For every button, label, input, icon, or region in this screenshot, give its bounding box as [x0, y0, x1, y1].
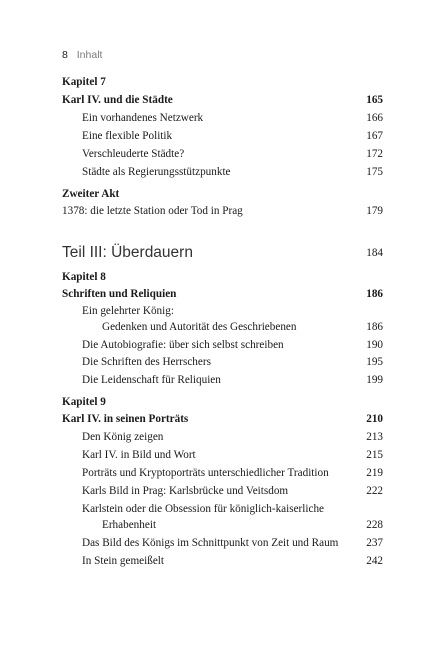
running-header — [62, 49, 102, 61]
toc-page: 8 Inhalt Kapitel 7 Karl IV. und die Städte 165 Ein vorhandenes Netzwerk 166 Eine flexible Politik 167 Verschleuderte Städte? 172 Städte als Regierungsstützpunkte 175 Zweiter Akt 1378: die letzte Station oder Tod in Prag 179 Teil III: Überdauern 184 Kapitel 8 Schriften und Reliquien 186 Ein gelehrter König: Gedenken und Autorität des Geschriebenen 186 Die Autobiografie: über sich selbst schreiben 190 Die Schriften des Herrschers 195 Die Leidenschaft für Reliquien 199 Kapitel 9 Karl IV. in seinen Porträts 210 Den König zeigen 213 Karl IV. in Bild und Wort 215 Porträts und Kryptoporträts unterschiedlicher Tradition 219 Karls Bild in Prag: Karlsbrücke und Veitsdom 222 Karlstein oder die Obsession für königlich-kaiserliche Erhabenheit 228 Das Bild des Königs im Schnittpunkt von Zeit und Raum 237 In Stein gemeißelt 242 — [62, 49, 383, 567]
page-number: 8 — [62, 49, 68, 61]
part-heading: Teil III: Überdauern 184 — [62, 244, 383, 261]
header-label: Inhalt — [76, 49, 103, 61]
